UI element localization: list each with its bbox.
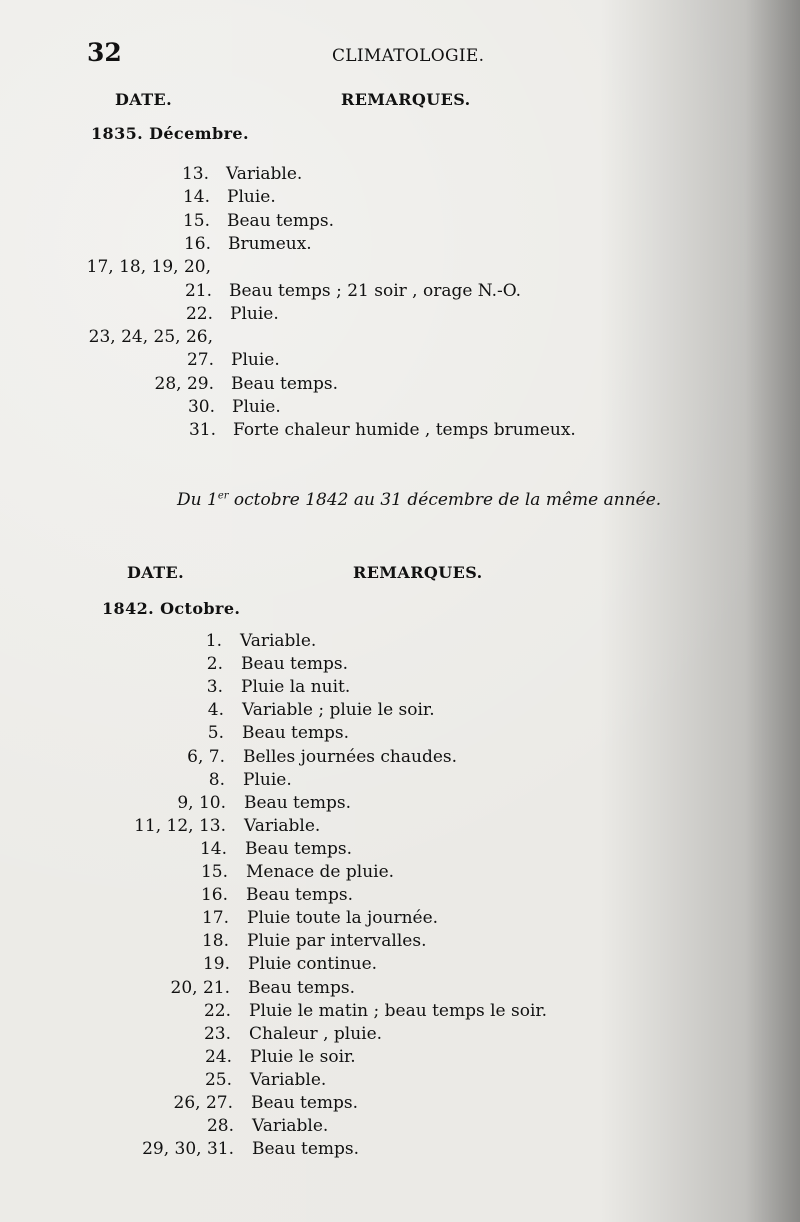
entry-remark: Beau temps. [241, 654, 349, 675]
entry-remark: Pluie toute la journée. [247, 908, 439, 929]
list-item [0, 860, 700, 884]
entry-remark: Variable ; pluie le soir. [242, 700, 435, 721]
entry-date: 21. [184, 280, 212, 301]
entry-remark: Pluie. [227, 187, 276, 208]
entry-date: 31. [188, 420, 216, 441]
entry-remark: Beau temps. [227, 210, 335, 231]
list-item [0, 372, 700, 396]
entry-date: 15. [182, 210, 210, 231]
list-item [0, 976, 700, 1000]
list-item [0, 162, 700, 186]
list-item [0, 395, 700, 419]
entry-remark: Forte chaleur humide , temps brumeux. [233, 420, 576, 441]
entry-date: 26, 27. [173, 1093, 233, 1113]
entry-date: 30. [187, 397, 215, 417]
subtitle-suffix: octobre 1842 au 31 décembre de la même année. [228, 490, 662, 510]
list-item [0, 418, 700, 442]
entry-remark: Pluie. [243, 769, 292, 790]
entry-date: 2. [206, 654, 223, 675]
remarks-column-header: REMARQUES. [353, 563, 483, 582]
entry-date: 16. [200, 885, 228, 906]
entry-date: 3. [206, 677, 223, 698]
entry-date: 19. [202, 954, 230, 975]
entry-date: 1. [205, 631, 222, 651]
subtitle-superscript: er [217, 490, 229, 502]
list-item [0, 1068, 700, 1092]
period-label: 1842. Octobre. [102, 599, 241, 618]
list-item [0, 952, 700, 976]
list-item [0, 255, 700, 279]
entry-remark: Beau temps. [251, 1093, 359, 1113]
entry-remark: Variable. [240, 631, 317, 651]
page-number: 32 [87, 38, 122, 67]
running-title: CLIMATOLOGIE. [332, 46, 485, 66]
entry-remark: Variable. [250, 1069, 327, 1090]
entry-date: 23, 24, 25, 26, [88, 327, 213, 348]
list-item [0, 999, 700, 1023]
date-column-header: DATE. [127, 563, 185, 582]
list-item [0, 232, 700, 256]
entry-date: 16. [183, 233, 211, 254]
entry-remark: Beau temps. [248, 977, 356, 998]
entry-remark: Variable. [226, 164, 303, 184]
list-item [0, 1045, 700, 1069]
list-item [0, 698, 700, 722]
entry-date: 4. [207, 700, 224, 721]
entry-remark: Belles journées chaudes. [243, 746, 458, 767]
period-label: 1835. Décembre. [91, 124, 249, 143]
list-item [0, 883, 700, 907]
entry-date: 28, 29. [154, 373, 214, 394]
list-item [0, 675, 700, 699]
entry-remark: Chaleur , pluie. [249, 1023, 383, 1044]
list-item [0, 791, 700, 815]
list-item [0, 629, 700, 653]
entry-remark: Pluie le soir. [250, 1046, 356, 1067]
list-item [0, 1114, 700, 1138]
entry-date: 20, 21. [170, 977, 230, 998]
entry-remark: Pluie le matin ; beau temps le soir. [249, 1000, 548, 1021]
entry-date: 11, 12, 13. [134, 815, 226, 836]
entry-date: 23. [203, 1023, 231, 1044]
entry-date: 9, 10. [177, 792, 226, 813]
entry-date: 29, 30, 31. [142, 1139, 234, 1160]
list-item [0, 302, 700, 326]
entry-date: 5. [207, 723, 224, 744]
entry-date: 22. [203, 1000, 231, 1021]
list-item [0, 814, 700, 838]
list-item [0, 837, 700, 861]
list-item [0, 348, 700, 372]
entry-remark: Brumeux. [228, 233, 312, 254]
list-item [0, 325, 700, 349]
list-item [0, 745, 700, 769]
entry-remark: Beau temps. [244, 792, 352, 813]
list-item [0, 929, 700, 953]
entry-remark: Variable. [244, 815, 321, 836]
list-item [0, 768, 700, 792]
list-item [0, 185, 700, 209]
entry-date: 14. [199, 838, 227, 859]
entry-date: 13. [181, 164, 209, 184]
entry-date: 6, 7. [187, 746, 225, 767]
list-item [0, 721, 700, 745]
entry-date: 25. [204, 1069, 232, 1090]
date-column-header: DATE. [115, 90, 173, 109]
list-item [0, 1091, 700, 1115]
period-subtitle [177, 490, 661, 510]
list-item [0, 1137, 700, 1161]
entry-date: 27. [186, 350, 214, 371]
entry-remark: Pluie la nuit. [241, 677, 351, 698]
entry-date: 18. [201, 931, 229, 952]
page-header [87, 38, 607, 66]
entry-remark: Beau temps ; 21 soir , orage N.-O. [229, 280, 522, 301]
entry-remark: Pluie par intervalles. [247, 931, 427, 952]
entry-remark: Menace de pluie. [246, 862, 395, 882]
entry-remark: Variable. [252, 1116, 329, 1137]
entry-date: 14. [182, 187, 210, 208]
entry-date: 8. [208, 769, 225, 790]
entry-remark: Beau temps. [246, 885, 354, 906]
entry-date: 24. [204, 1046, 232, 1067]
entry-remark: Pluie continue. [248, 954, 378, 975]
entry-date: 17. [201, 908, 229, 929]
entry-date: 28. [206, 1116, 234, 1137]
list-item [0, 1022, 700, 1046]
entry-remark: Pluie. [230, 303, 279, 324]
entry-remark: Beau temps. [231, 373, 339, 394]
entry-remark: Pluie. [231, 350, 280, 371]
list-item [0, 906, 700, 930]
entry-remark: Pluie. [232, 397, 281, 417]
remarks-column-header: REMARQUES. [341, 90, 471, 109]
list-item [0, 279, 700, 303]
page-shadow [745, 0, 800, 1222]
entry-date: 22. [185, 303, 213, 324]
list-item [0, 209, 700, 233]
entry-date: 15. [200, 862, 228, 882]
subtitle-prefix: Du 1 [177, 490, 218, 510]
entry-date: 17, 18, 19, 20, [86, 257, 211, 278]
entry-remark: Beau temps. [252, 1139, 360, 1160]
entry-remark: Beau temps. [242, 723, 350, 744]
entry-remark: Beau temps. [245, 838, 353, 859]
list-item [0, 652, 700, 676]
